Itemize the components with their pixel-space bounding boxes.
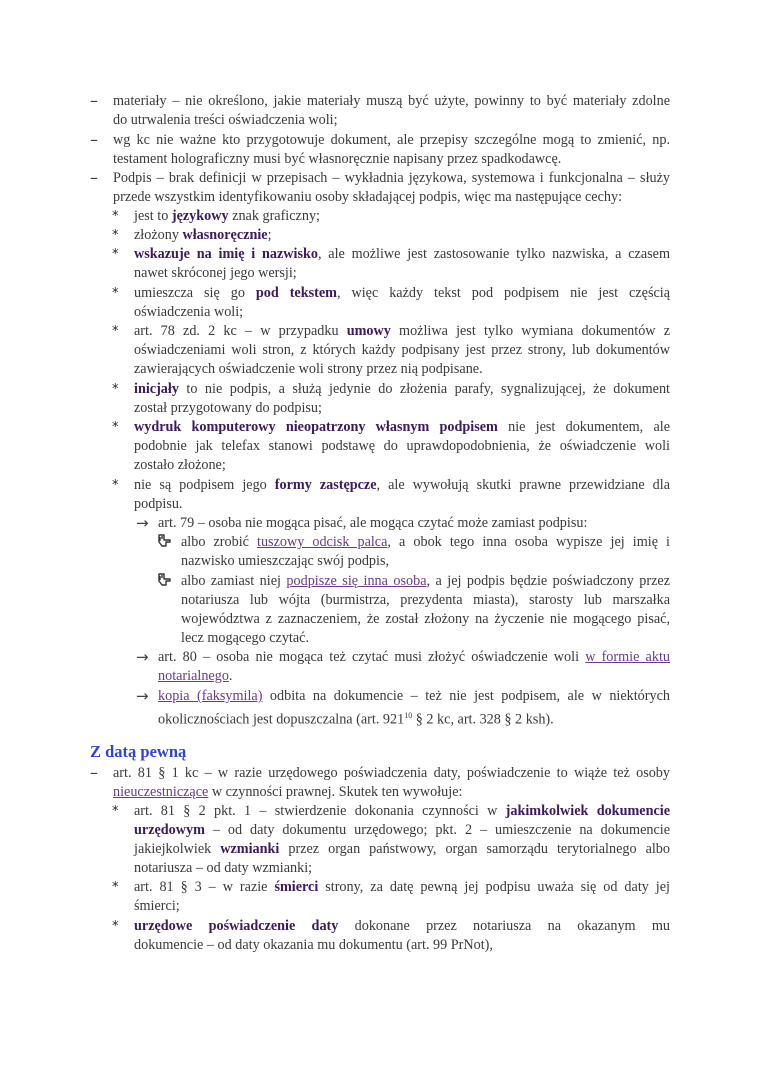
paragraph-line: urzędowe poświadczenie daty dokonane przez notariusza na okazanym mu xyxy=(134,918,670,934)
dash-bullet: – xyxy=(90,168,98,187)
star-bullet: * xyxy=(112,324,119,339)
paragraph-line: nieuczestniczące w czynności prawnej. Skutek ten wywołuje: xyxy=(113,784,463,800)
link-tuszowy-odcisk-palca[interactable]: tuszowy odcisk palca xyxy=(257,534,388,550)
link-w-formie-aktu[interactable]: w formie aktu xyxy=(585,649,670,665)
paragraph-line: notariusza lub wójta (burmistrza, prezydenta miasta), starosty lub marszałka xyxy=(181,592,670,608)
star-bullet: * xyxy=(112,382,119,397)
paragraph-line: oświadczeniami woli stron, z których każdy podpisany jest przez strony, lub dokumentów xyxy=(134,342,670,358)
paragraph-line: oświadczenia woli; xyxy=(134,304,244,320)
paragraph-line: dokumencie – od daty okazania mu dokumentu (art. 99 PrNot), xyxy=(134,937,493,953)
paragraph-line: wg kc nie ważne kto przygotowuje dokument, ale przepisy szczególne mogą to zmienić, np. xyxy=(113,132,670,148)
arrow-bullet: → xyxy=(136,648,149,666)
dash-bullet: – xyxy=(90,91,98,110)
star-bullet: * xyxy=(112,478,119,493)
star-bullet: * xyxy=(112,880,119,895)
paragraph-line: do utrwalenia treści oświadczenia woli; xyxy=(113,112,338,128)
paragraph-line: notariusza – od daty wzmianki; xyxy=(134,860,313,876)
paragraph-line: inicjały to nie podpis, a służą jedynie do złożenia parafy, sygnalizującej, że dokument xyxy=(134,381,670,397)
paragraph-line: Podpis – brak definicji w przepisach – wykładnia językowa, systemowa i funkcjonalna – służy xyxy=(113,170,670,186)
arrow-bullet: → xyxy=(136,514,149,532)
paragraph-line: wskazuje na imię i nazwisko, ale możliwe jest zastosowanie tylko nazwiska, a czasem xyxy=(134,246,670,262)
paragraph-line: podobnie jak telefax stanowi podstawę do uprawdopodobnienia, że oświadczenie woli xyxy=(134,438,670,454)
paragraph-line: art. 81 § 2 pkt. 1 – stwierdzenie dokonania czynności w jakimkolwiek dokumencie xyxy=(134,803,671,819)
paragraph-line: testament holograficzny musi być własnoręcznie napisany przez spadkodawcę. xyxy=(113,151,562,167)
paragraph-line: jakiejkolwiek wzmianki przez organ państwowy, organ samorządu terytorialnego albo xyxy=(134,841,670,857)
paragraph-line: kopia (faksymila) odbita na dokumencie – też nie jest podpisem, ale w niektórych xyxy=(158,688,670,704)
star-bullet: * xyxy=(112,420,119,435)
dash-bullet: – xyxy=(90,130,98,149)
paragraph-line: notarialnego. xyxy=(158,668,233,684)
paragraph-line: zawierających oświadczenie woli strony przez nią podpisane. xyxy=(134,361,483,377)
paragraph-line: art. 79 – osoba nie mogąca pisać, ale mogąca czytać może zamiast podpisu: xyxy=(158,515,588,531)
section-heading: Z datą pewną xyxy=(90,742,187,761)
paragraph-line: województwa z zaznaczeniem, że został złożony na życzenie nie mogącego pisać, xyxy=(181,611,670,627)
pointing-hand-icon xyxy=(157,572,173,588)
dash-bullet: – xyxy=(90,763,98,782)
paragraph-line: zostało złożone; xyxy=(134,457,226,473)
paragraph-line: nazwisko umieszczając swój podpis, xyxy=(181,553,390,569)
link-kopia-faksymila[interactable]: kopia (faksymila) xyxy=(158,688,263,704)
link-podpisze-sie-inna-osoba[interactable]: podpisze się inna osoba xyxy=(286,573,427,589)
paragraph-line: art. 81 § 3 – w razie śmierci strony, za datę pewną jej podpisu uważa się od daty jej xyxy=(134,879,670,895)
link-notarialnego[interactable]: notarialnego xyxy=(158,668,229,684)
link-nieuczestniczace[interactable]: nieuczestniczące xyxy=(113,784,209,800)
star-bullet: * xyxy=(112,804,119,819)
star-bullet: * xyxy=(112,286,119,301)
paragraph-line: nie są podpisem jego formy zastępcze, ale wywołują skutki prawne przewidziane dla xyxy=(134,477,670,493)
paragraph-line: materiały – nie określono, jakie materiały muszą być użyte, powinny to być materiały zdolne xyxy=(113,93,670,109)
pointing-hand-icon xyxy=(157,533,173,549)
paragraph-line: umieszcza się go pod tekstem, więc każdy tekst pod podpisem nie jest częścią xyxy=(134,285,671,301)
paragraph-line: art. 81 § 1 kc – w razie urzędowego poświadczenia daty, poświadczenie to wiąże też osoby xyxy=(113,765,670,781)
star-bullet: * xyxy=(112,209,119,224)
paragraph-line: wydruk komputerowy nieopatrzony własnym podpisem nie jest dokumentem, ale xyxy=(134,419,670,435)
paragraph-line: albo zrobić tuszowy odcisk palca, a obok tego inna osoba wypisze jej imię i xyxy=(181,534,671,550)
paragraph-line: lecz mogącego czytać. xyxy=(181,630,309,646)
paragraph-line: jest to językowy znak graficzny; xyxy=(134,208,320,224)
paragraph-line: okolicznościach jest dopuszczalna (art. $921^{10}$ § 2 kc, art. 328 § 2 ksh). xyxy=(158,711,554,728)
paragraph-line: albo zamiast niej podpisze się inna osoba, a jej podpis będzie poświadczony przez xyxy=(181,573,670,589)
paragraph-line: art. 80 – osoba nie mogąca też czytać musi złożyć oświadczenie woli w formie aktu xyxy=(158,649,670,665)
paragraph-line: złożony własnoręcznie; xyxy=(134,227,272,243)
paragraph-line: nawet skróconej jego wersji; xyxy=(134,265,297,281)
arrow-bullet: → xyxy=(136,687,149,705)
star-bullet: * xyxy=(112,919,119,934)
paragraph-line: przede wszystkim identyfikowaniu osoby składającej podpis, więc ma następujące cechy: xyxy=(113,189,623,205)
paragraph-line: urzędowym – od daty dokumentu urzędowego; pkt. 2 – umieszczenie na dokumencie xyxy=(134,822,670,838)
star-bullet: * xyxy=(112,228,119,243)
star-bullet: * xyxy=(112,247,119,262)
paragraph-line: art. 78 zd. 2 kc – w przypadku umowy możliwa jest tylko wymiana dokumentów z xyxy=(134,323,671,339)
paragraph-line: został przygotowany do podpisu; xyxy=(134,400,322,416)
paragraph-line: śmierci; xyxy=(134,898,180,914)
paragraph-line: podpisu. xyxy=(134,496,183,512)
